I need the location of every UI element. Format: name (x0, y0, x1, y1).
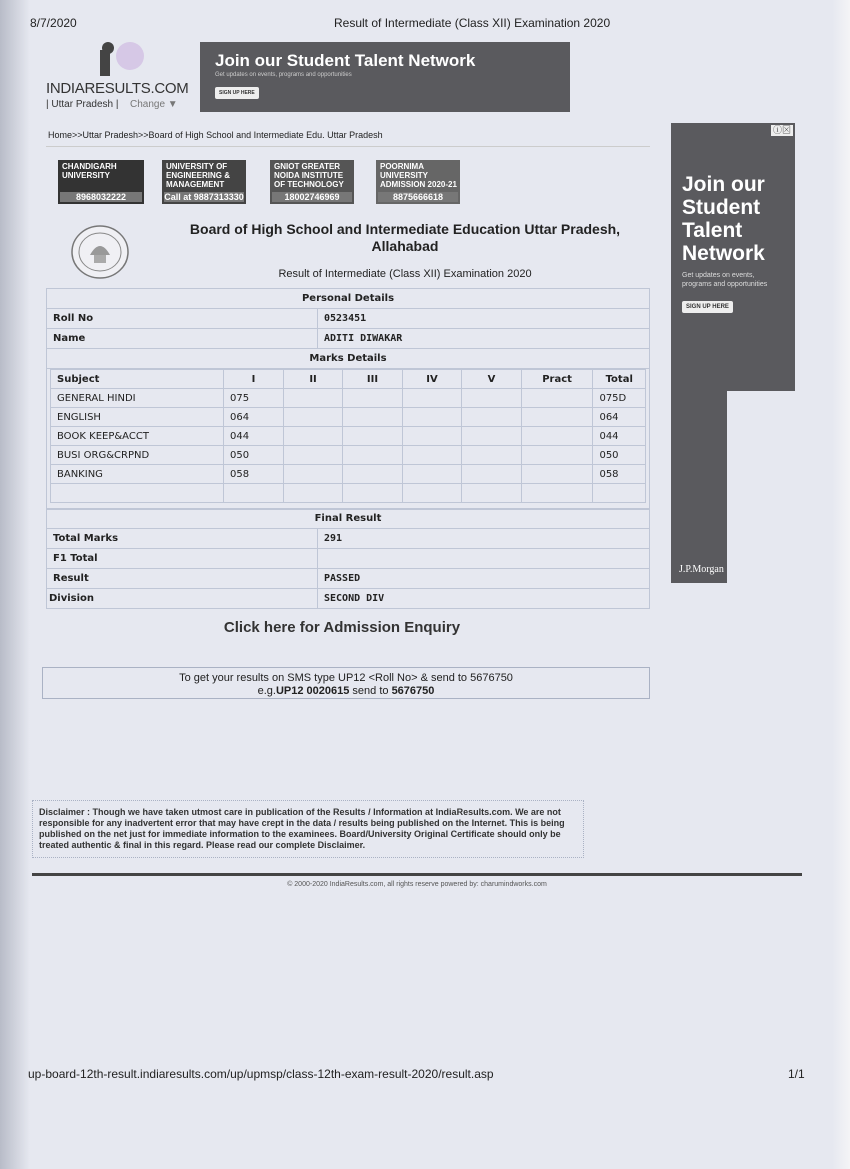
marks-details-header: Marks Details (47, 349, 650, 369)
sponsor-name: CHANDIGARH UNIVERSITY (62, 162, 117, 180)
sponsor-phone: 8968032222 (60, 192, 142, 202)
top-ad-title: Join our Student Talent Network (215, 51, 476, 70)
table-row (51, 484, 646, 503)
col-i: I (224, 370, 284, 389)
subject-cell: BUSI ORG&CRPND (51, 446, 224, 465)
name-label: Name (47, 329, 318, 349)
mark-cell (521, 446, 593, 465)
table-row (47, 529, 650, 549)
side-ad-banner[interactable] (671, 123, 795, 391)
mark-cell: 058 (224, 465, 284, 484)
table-row (51, 408, 646, 427)
mark-cell: 064 (224, 408, 284, 427)
mark-cell (283, 389, 342, 408)
col-total: Total (593, 370, 646, 389)
sms-example-mid: send to (349, 685, 392, 697)
sponsor-gniot[interactable] (270, 160, 354, 204)
col-ii: II (283, 370, 342, 389)
top-ad-signup-button[interactable]: SIGN UP HERE (215, 87, 259, 99)
f1-total-value (318, 549, 650, 569)
total-cell: 050 (593, 446, 646, 465)
scan-shadow (0, 0, 30, 1169)
col-iv: IV (402, 370, 462, 389)
mark-cell (343, 484, 403, 503)
print-page-number: 1/1 (788, 1067, 805, 1081)
ad-close-icon[interactable]: ⓘ⊠ (772, 125, 791, 135)
logo-brand: INDIARESULTS.COM (46, 80, 189, 97)
subject-cell (51, 484, 224, 503)
logo-state: | Uttar Pradesh | (46, 99, 119, 110)
result-label: Result (47, 569, 318, 589)
sponsor-poornima[interactable] (376, 160, 460, 204)
table-row (51, 446, 646, 465)
side-ad-subtitle: Get updates on events, programs and opportunities (682, 272, 768, 288)
mark-cell (462, 408, 521, 427)
mark-cell: 050 (224, 446, 284, 465)
division-label: Division (47, 589, 318, 609)
name-value: ADITI DIWAKAR (318, 329, 650, 349)
mark-cell (462, 389, 521, 408)
copyright: © 2000-2020 IndiaResults.com, all rights reserve powered by: charumindworks.com (287, 881, 547, 888)
sponsor-phone: 8875666618 (378, 192, 458, 202)
total-cell: 064 (593, 408, 646, 427)
mark-cell (283, 427, 342, 446)
sponsor-uem[interactable] (162, 160, 246, 204)
admission-enquiry-link[interactable]: Click here for Admission Enquiry (223, 619, 461, 636)
col-v: V (462, 370, 521, 389)
mark-cell (283, 484, 342, 503)
total-cell: 044 (593, 427, 646, 446)
mark-cell (343, 389, 403, 408)
final-result-header: Final Result (47, 509, 650, 529)
table-row (47, 549, 650, 569)
sponsor-name: POORNIMA UNIVERSITY ADMISSION 2020-21 (380, 162, 457, 189)
sms-line-2 (43, 685, 649, 698)
mark-cell (402, 446, 462, 465)
mark-cell: 044 (224, 427, 284, 446)
sponsor-phone: 18002746969 (272, 192, 352, 202)
mark-cell (462, 484, 521, 503)
mark-cell (402, 484, 462, 503)
mark-cell: 075 (224, 389, 284, 408)
mark-cell (462, 427, 521, 446)
table-row (47, 329, 650, 349)
top-ad-subtitle: Get updates on events, programs and opportunities (215, 72, 352, 78)
mark-cell (283, 408, 342, 427)
personal-details-header: Personal Details (47, 289, 650, 309)
total-cell: 075D (593, 389, 646, 408)
col-iii: III (343, 370, 403, 389)
mark-cell (402, 427, 462, 446)
print-url: up-board-12th-result.indiaresults.com/up/upmsp/class-12th-exam-result-2020/result.asp (28, 1067, 494, 1081)
side-ad-lower[interactable] (671, 391, 727, 583)
mark-cell (343, 465, 403, 484)
col-pract: Pract (521, 370, 593, 389)
board-name: Board of High School and Intermediate Education Uttar Pradesh, Allahabad (189, 221, 621, 254)
table-row (47, 569, 650, 589)
mark-cell (343, 427, 403, 446)
sponsor-name: UNIVERSITY OF ENGINEERING & MANAGEMENT (166, 162, 231, 189)
sponsor-chandigarh[interactable] (58, 160, 144, 204)
total-cell (593, 484, 646, 503)
subject-cell: GENERAL HINDI (51, 389, 224, 408)
side-ad-title: Join our Student Talent Network (682, 173, 765, 265)
print-date: 8/7/2020 (30, 16, 77, 30)
col-subject: Subject (51, 370, 224, 389)
sponsor-phone: Call at 9887313330 (164, 192, 244, 202)
mark-cell (462, 446, 521, 465)
footer-divider (32, 873, 802, 876)
f1-total-label: F1 Total (47, 549, 318, 569)
mark-cell (402, 408, 462, 427)
total-marks-label: Total Marks (47, 529, 318, 549)
subject-cell: ENGLISH (51, 408, 224, 427)
mark-cell (521, 427, 593, 446)
table-row (51, 427, 646, 446)
table-row (47, 309, 650, 329)
roll-value: 0523451 (318, 309, 650, 329)
board-emblem-icon (70, 225, 130, 280)
roll-label: Roll No (47, 309, 318, 329)
breadcrumb[interactable]: Home>>Uttar Pradesh>>Board of High School and Intermediate Edu. Uttar Pradesh (48, 130, 383, 140)
mark-cell (521, 484, 593, 503)
sms-line-1: To get your results on SMS type UP12 <Roll No> & send to 5676750 (179, 672, 513, 684)
subject-cell: BANKING (51, 465, 224, 484)
print-title: Result of Intermediate (Class XII) Examination 2020 (334, 16, 611, 30)
side-ad-signup-button[interactable]: SIGN UP HERE (682, 301, 733, 313)
sms-example-prefix: e.g. (257, 685, 276, 697)
table-row (47, 589, 650, 609)
change-state-link[interactable]: Change ▼ (130, 99, 178, 110)
breadcrumb-divider (46, 146, 650, 147)
mark-cell (521, 465, 593, 484)
mark-cell (343, 408, 403, 427)
mark-cell (402, 389, 462, 408)
mark-cell (283, 465, 342, 484)
final-result-table (46, 508, 650, 609)
table-row (51, 389, 646, 408)
mark-cell (462, 465, 521, 484)
division-value: SECOND DIV (318, 589, 650, 609)
table-row (51, 465, 646, 484)
result-value: PASSED (318, 569, 650, 589)
disclaimer: Disclaimer : Though we have taken utmost care in publication of the Results / Information at IndiaResults.com. We are not responsible for any inadvertent error that may have crept in the data / results being published on the Internet. This is being published on the net just for immediate information to the examinees. Board/University Original Certificate should only be treated authentic & final in this regard. Please read our complete Disclaimer. (32, 800, 584, 858)
mark-cell (283, 446, 342, 465)
mark-cell (521, 408, 593, 427)
sms-example-code: UP12 0020615 (275, 685, 350, 697)
total-cell: 058 (593, 465, 646, 484)
mark-cell (521, 389, 593, 408)
indiaresults-logo[interactable] (46, 38, 189, 118)
mark-cell (343, 446, 403, 465)
scan-edge (832, 0, 850, 1169)
mark-cell (224, 484, 284, 503)
sms-info-box (42, 667, 650, 699)
sponsor-name: GNIOT GREATER NOIDA INSTITUTE OF TECHNOLOGY (274, 162, 344, 189)
sms-example-number: 5676750 (391, 685, 435, 697)
logo-mark-icon (98, 40, 144, 78)
total-marks-value: 291 (318, 529, 650, 549)
subject-cell: BOOK KEEP&ACCT (51, 427, 224, 446)
side-ad-sponsor: J.P.Morgan (679, 564, 724, 575)
marks-table (50, 369, 646, 503)
mark-cell (402, 465, 462, 484)
exam-title: Result of Intermediate (Class XII) Examination 2020 (278, 268, 532, 280)
top-ad-banner[interactable] (200, 42, 570, 112)
marks-header-row (51, 370, 646, 389)
